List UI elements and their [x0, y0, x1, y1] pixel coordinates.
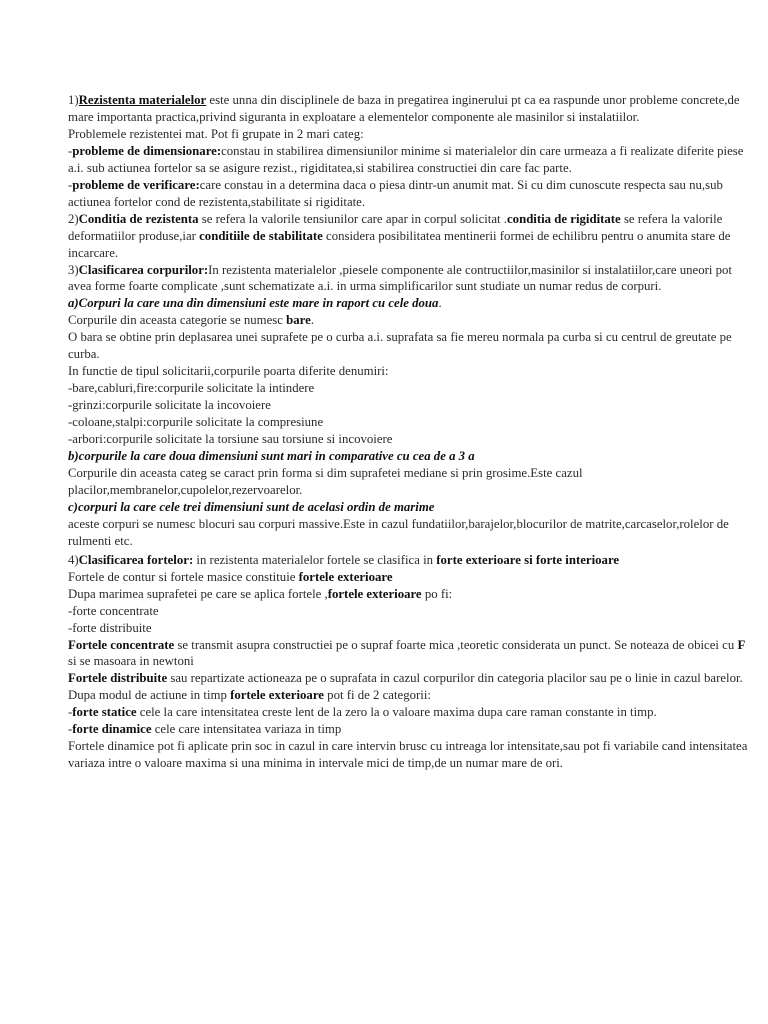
paragraph-bare-name: Corpurile din aceasta categorie se numesc bare.	[68, 313, 315, 328]
paragraph-fortele-dinamice-detail: Fortele dinamice pot fi aplicate prin soc in cazul in care intervin brusc cu intreaga lor intensitate,sau pot fi variabile cand intensitatea variaza intre o valoare maxima si una minima in intervale mici de timp,de un numar mare de ori.	[68, 739, 748, 771]
term-clasificarea-fortelor: Clasificarea fortelor:	[78, 552, 194, 567]
term-fortele-exterioare: fortele exterioare	[327, 586, 422, 601]
list-item-bare: -bare,cabluri,fire:corpurile solicitate la intindere	[68, 381, 315, 396]
paragraph-dimensionare: -probleme de dimensionare:constau in stabilirea dimensiunilor minime si materialelor din care urmeaza a fi realizate diferite piese a.i. sub actiunea fortelor sa se asigure rezist., rigiditatea,si stabilirea constructiei din care fac parte.	[68, 143, 744, 175]
paragraph-bara-definition: O bara se obtine prin deplasarea unei suprafete pe o curba a.i. suprafata sa fie mereu normala pa curba si cu centrul de greutate pe curba.	[68, 330, 732, 362]
list-item-forte-distribuite: -forte distribuite	[68, 620, 152, 635]
list-item-coloane: -coloane,stalpi:corpurile solicitate la compresiune	[68, 415, 324, 430]
heading-a-bare: a)Corpuri la care una din dimensiuni este mare in raport cu cele doua.	[68, 296, 442, 311]
paragraph-clasificarea-fortelor: 4)Clasificarea fortelor: in rezistenta materialelor fortele se clasifica in forte exterioare si forte interioare	[68, 552, 620, 567]
paragraph-placi: Corpurile din aceasta categ se caract prin forma si dim suprafetei mediane si prin grosime.Este cazul placilor,membranelor,cupolelor,rezervoarelor.	[68, 465, 583, 497]
list-item-forte-concentrate: -forte concentrate	[68, 603, 159, 618]
paragraph-blocuri: aceste corpuri se numesc blocuri sau corpuri massive.Este in cazul fundatiilor,barajelor,blocurilor de matrite,carcaselor,rolelor de rulmenti etc.	[68, 516, 729, 548]
heading-c-blocuri: c)corpuri la care cele trei dimensiuni sunt de acelasi ordin de marime	[68, 499, 435, 514]
term-forte-dinamice: forte dinamice	[72, 722, 152, 737]
paragraph-marimea-suprafetei: Dupa marimea suprafetei pe care se aplica fortele ,fortele exterioare po fi:	[68, 586, 453, 601]
paragraph-problem-groups: Problemele rezistentei mat. Pot fi grupate in 2 mari categ:	[68, 126, 364, 141]
paragraph-forte-contur: Fortele de contur si fortele masice constituie fortele exterioare	[68, 569, 393, 584]
paragraph-modul-de-actiune: Dupa modul de actiune in timp fortele exterioare pot fi de 2 categorii:	[68, 688, 431, 703]
term-fortele-distribuite: Fortele distribuite	[68, 671, 168, 686]
term-clasificarea-corpurilor: Clasificarea corpurilor:	[78, 262, 209, 277]
term-fortele-exterioare: fortele exterioare	[298, 569, 393, 584]
document-page	[68, 92, 748, 772]
paragraph-conditii: 2)Conditia de rezistenta se refera la valorile tensiunilor care apar in corpul solicitat .conditia de rigiditate se refera la valorile deformatiilor produse,iar conditiile de stabilitate considera posibilitatea mentinerii formei de echilibru pentru o anumita stare de incarcare.	[68, 211, 731, 260]
term-fortele-concentrate: Fortele concentrate	[68, 637, 175, 652]
term-conditia-rezistenta: Conditia de rezistenta	[78, 211, 199, 226]
paragraph-forte-statice: -forte statice cele la care intensitatea creste lent de la zero la o valoare maxima dupa care raman constante in timp.	[68, 705, 657, 720]
term-forte-exterioare-interioare: forte exterioare si forte interioare	[436, 552, 620, 567]
term-fortele-exterioare: fortele exterioare	[230, 688, 324, 703]
paragraph-forte-dinamice: -forte dinamice cele care intensitatea variaza in timp	[68, 722, 342, 737]
term-F: F	[737, 637, 746, 652]
paragraph-fortele-distribuite: Fortele distribuite sau repartizate actioneaza pe o suprafata in cazul corpurilor din categoria placilor sau pe o linie in cazul barelor.	[68, 671, 743, 686]
term-probleme-verificare: probleme de verificare:	[72, 177, 200, 192]
paragraph-clasificarea-corpurilor: 3)Clasificarea corpurilor:In rezistenta materialelor ,piesele componente ale contructiilor,masinilor si instalatiilor,care uneori pot avea forme foarte complicate ,sunt schematizate a.i. in urma simplificarilor sunt studiate un numar redus de corpuri.	[68, 262, 732, 294]
term-rezistenta-materialelor: Rezistenta materialelor	[78, 93, 207, 107]
paragraph-verificare: -probleme de verificare:care constau in a determina daca o piesa dintr-un anumit mat. Si cu dim cunoscute respecta sau nu,sub actiunea fortelor cond de rezistenta,stabilitate si rigiditate.	[68, 177, 723, 209]
term-conditiile-stabilitate: conditiile de stabilitate	[199, 228, 323, 243]
list-item-grinzi: -grinzi:corpurile solicitate la incovoiere	[68, 398, 271, 413]
paragraph-fortele-concentrate: Fortele concentrate se transmit asupra constructiei pe o supraf foarte mica ,teoretic considerata un punct. Se noteaza de obicei cu F si se masoara in newtoni	[68, 637, 746, 669]
paragraph-intro: 1)Rezistenta materialelor este unna din disciplinele de baza in pregatirea inginerului pt ca ea raspunde unor probleme concrete,de mare importanta practica,privind siguranta in exploatare a elementelor componente ale masinilor si instalatiilor.	[68, 93, 740, 124]
term-forte-statice: forte statice	[72, 705, 137, 720]
term-conditia-rigiditate: conditia de rigiditate	[507, 211, 621, 226]
list-item-arbori: -arbori:corpurile solicitate la torsiune sau torsiune si incovoiere	[68, 432, 393, 447]
term-probleme-dimensionare: probleme de dimensionare:	[72, 143, 222, 158]
paragraph-solicitari-intro: In functie de tipul solicitarii,corpurile poarta diferite denumiri:	[68, 364, 389, 379]
term-bare: bare	[286, 313, 311, 328]
heading-b-placi: b)corpurile la care doua dimensiuni sunt mari in comparative cu cea de a 3 a	[68, 449, 475, 464]
